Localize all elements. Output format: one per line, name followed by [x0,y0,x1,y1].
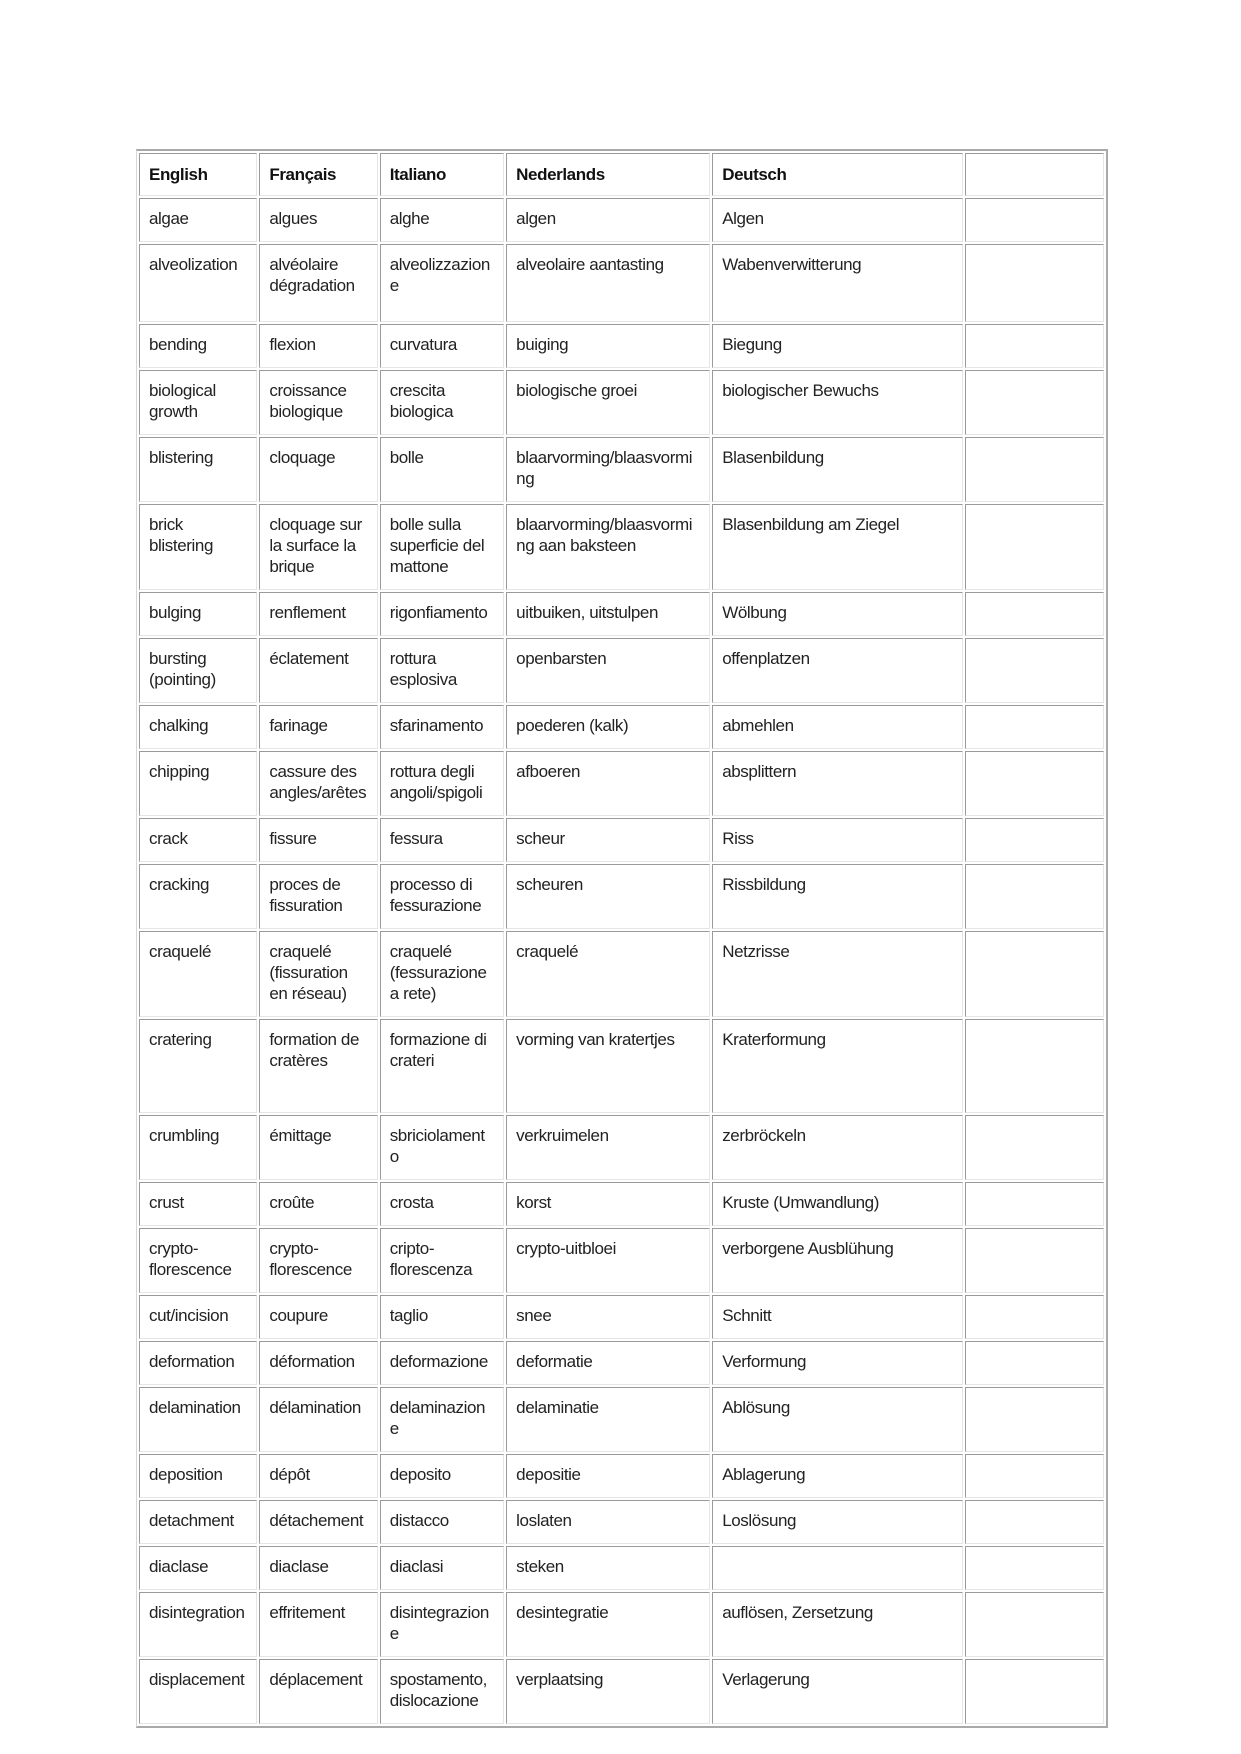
table-row [139,1659,1104,1724]
cell-empty [965,437,1104,502]
table-row [139,504,1104,590]
cell-nederlands: blaarvorming/blaasvorming aan baksteen [506,504,710,590]
cell-deutsch: abmehlen [712,705,963,749]
table-row [139,931,1104,1017]
cell-empty [965,1115,1104,1180]
cell-english: craquelé [139,931,257,1017]
cell-empty [965,1659,1104,1724]
cell-nederlands: verplaatsing [506,1659,710,1724]
cell-francais: alvéolaire dégradation [259,244,377,322]
cell-francais: coupure [259,1295,377,1339]
cell-empty [965,1295,1104,1339]
table-row [139,1387,1104,1452]
cell-nederlands: deformatie [506,1341,710,1385]
cell-francais: détachement [259,1500,377,1544]
cell-nederlands: poederen (kalk) [506,705,710,749]
header-row [139,153,1104,196]
cell-deutsch: Verformung [712,1341,963,1385]
cell-deutsch: verborgene Ausblühung [712,1228,963,1293]
cell-francais: éclatement [259,638,377,703]
cell-francais: diaclase [259,1546,377,1590]
cell-francais: cassure des angles/arêtes [259,751,377,816]
header-francais: Français [259,153,377,196]
cell-nederlands: loslaten [506,1500,710,1544]
cell-italiano: rigonfiamento [380,592,504,636]
cell-empty [965,1341,1104,1385]
cell-deutsch: Kruste (Umwandlung) [712,1182,963,1226]
cell-nederlands: alveolaire aantasting [506,244,710,322]
cell-empty [965,1387,1104,1452]
table-row [139,1341,1104,1385]
cell-empty [965,1592,1104,1657]
table-row [139,1228,1104,1293]
cell-francais: cloquage [259,437,377,502]
cell-deutsch: Ablagerung [712,1454,963,1498]
cell-english: alveolization [139,244,257,322]
cell-deutsch: zerbröckeln [712,1115,963,1180]
cell-empty [965,931,1104,1017]
cell-deutsch: biologischer Bewuchs [712,370,963,435]
cell-italiano: deposito [380,1454,504,1498]
header-empty [965,153,1104,196]
cell-nederlands: algen [506,198,710,242]
cell-empty [965,864,1104,929]
cell-nederlands: biologische groei [506,370,710,435]
cell-nederlands: scheuren [506,864,710,929]
cell-english: detachment [139,1500,257,1544]
cell-deutsch: Ablösung [712,1387,963,1452]
cell-english: bursting (pointing) [139,638,257,703]
cell-francais: émittage [259,1115,377,1180]
table-row [139,1454,1104,1498]
cell-italiano: delaminazione [380,1387,504,1452]
cell-nederlands: blaarvorming/blaasvorming [506,437,710,502]
header-english: English [139,153,257,196]
cell-empty [965,592,1104,636]
table-row [139,1295,1104,1339]
cell-english: disintegration [139,1592,257,1657]
cell-francais: dépôt [259,1454,377,1498]
cell-deutsch: Wölbung [712,592,963,636]
cell-nederlands: korst [506,1182,710,1226]
table-row [139,370,1104,435]
cell-nederlands: delaminatie [506,1387,710,1452]
cell-nederlands: craquelé [506,931,710,1017]
cell-italiano: cripto-florescenza [380,1228,504,1293]
cell-empty [965,818,1104,862]
cell-english: chalking [139,705,257,749]
cell-francais: proces de fissuration [259,864,377,929]
table-row [139,592,1104,636]
cell-deutsch [712,1546,963,1590]
cell-francais: déplacement [259,1659,377,1724]
cell-italiano: craquelé (fessurazione a rete) [380,931,504,1017]
cell-deutsch: Rissbildung [712,864,963,929]
cell-english: brick blistering [139,504,257,590]
cell-italiano: crosta [380,1182,504,1226]
cell-italiano: diaclasi [380,1546,504,1590]
cell-english: blistering [139,437,257,502]
cell-empty [965,1182,1104,1226]
table-row [139,437,1104,502]
cell-italiano: spostamento, dislocazione [380,1659,504,1724]
cell-nederlands: crypto-uitbloei [506,1228,710,1293]
table-row [139,1115,1104,1180]
cell-nederlands: steken [506,1546,710,1590]
cell-italiano: bolle [380,437,504,502]
cell-nederlands: scheur [506,818,710,862]
cell-francais: crypto-florescence [259,1228,377,1293]
cell-nederlands: verkruimelen [506,1115,710,1180]
cell-francais: délamination [259,1387,377,1452]
cell-nederlands: depositie [506,1454,710,1498]
table-row [139,751,1104,816]
cell-francais: cloquage sur la surface la brique [259,504,377,590]
cell-italiano: alveolizzazione [380,244,504,322]
table-row [139,705,1104,749]
cell-deutsch: Loslösung [712,1500,963,1544]
cell-english: crack [139,818,257,862]
cell-francais: croissance biologique [259,370,377,435]
cell-empty [965,1019,1104,1113]
cell-deutsch: absplittern [712,751,963,816]
cell-francais: algues [259,198,377,242]
cell-deutsch: Kraterformung [712,1019,963,1113]
cell-italiano: fessura [380,818,504,862]
cell-english: cut/incision [139,1295,257,1339]
cell-italiano: rottura esplosiva [380,638,504,703]
document-page [136,149,1108,1728]
cell-empty [965,638,1104,703]
cell-english: cracking [139,864,257,929]
cell-francais: fissure [259,818,377,862]
cell-francais: effritement [259,1592,377,1657]
cell-english: deposition [139,1454,257,1498]
cell-deutsch: Wabenverwitterung [712,244,963,322]
cell-nederlands: desintegratie [506,1592,710,1657]
cell-francais: déformation [259,1341,377,1385]
table-row [139,818,1104,862]
cell-english: chipping [139,751,257,816]
cell-italiano: distacco [380,1500,504,1544]
cell-english: crypto-florescence [139,1228,257,1293]
cell-italiano: rottura degli angoli/spigoli [380,751,504,816]
cell-nederlands: vorming van kratertjes [506,1019,710,1113]
table-row [139,864,1104,929]
cell-deutsch: Verlagerung [712,1659,963,1724]
cell-deutsch: Blasenbildung [712,437,963,502]
cell-deutsch: Schnitt [712,1295,963,1339]
cell-empty [965,705,1104,749]
table-row [139,198,1104,242]
cell-english: algae [139,198,257,242]
cell-italiano: curvatura [380,324,504,368]
cell-english: displacement [139,1659,257,1724]
cell-english: biological growth [139,370,257,435]
cell-italiano: crescita biologica [380,370,504,435]
cell-empty [965,1546,1104,1590]
cell-english: crust [139,1182,257,1226]
cell-empty [965,1500,1104,1544]
cell-deutsch: Algen [712,198,963,242]
cell-deutsch: auflösen, Zersetzung [712,1592,963,1657]
cell-empty [965,504,1104,590]
cell-italiano: disintegrazione [380,1592,504,1657]
cell-empty [965,751,1104,816]
cell-nederlands: openbarsten [506,638,710,703]
cell-nederlands: buiging [506,324,710,368]
cell-empty [965,324,1104,368]
cell-italiano: deformazione [380,1341,504,1385]
cell-italiano: sbriciolamento [380,1115,504,1180]
cell-italiano: taglio [380,1295,504,1339]
table-row [139,1592,1104,1657]
cell-empty [965,244,1104,322]
cell-nederlands: uitbuiken, uitstulpen [506,592,710,636]
cell-deutsch: Netzrisse [712,931,963,1017]
cell-english: diaclase [139,1546,257,1590]
cell-nederlands: afboeren [506,751,710,816]
cell-empty [965,1228,1104,1293]
cell-deutsch: Riss [712,818,963,862]
cell-empty [965,370,1104,435]
cell-italiano: alghe [380,198,504,242]
table-row [139,1182,1104,1226]
cell-francais: farinage [259,705,377,749]
cell-francais: croûte [259,1182,377,1226]
header-nederlands: Nederlands [506,153,710,196]
cell-deutsch: Biegung [712,324,963,368]
glossary-table [136,149,1108,1728]
cell-english: bulging [139,592,257,636]
cell-empty [965,1454,1104,1498]
cell-english: cratering [139,1019,257,1113]
table-row [139,324,1104,368]
cell-english: crumbling [139,1115,257,1180]
cell-deutsch: Blasenbildung am Ziegel [712,504,963,590]
cell-italiano: sfarinamento [380,705,504,749]
table-row [139,1500,1104,1544]
cell-english: delamination [139,1387,257,1452]
cell-italiano: processo di fessurazione [380,864,504,929]
cell-empty [965,198,1104,242]
cell-francais: craquelé (fissuration en réseau) [259,931,377,1017]
cell-deutsch: offenplatzen [712,638,963,703]
cell-francais: renflement [259,592,377,636]
cell-nederlands: snee [506,1295,710,1339]
cell-italiano: formazione di crateri [380,1019,504,1113]
header-deutsch: Deutsch [712,153,963,196]
table-row [139,638,1104,703]
cell-francais: flexion [259,324,377,368]
cell-english: deformation [139,1341,257,1385]
cell-francais: formation de cratères [259,1019,377,1113]
cell-italiano: bolle sulla superficie del mattone [380,504,504,590]
cell-english: bending [139,324,257,368]
table-row [139,244,1104,322]
table-row [139,1546,1104,1590]
header-italiano: Italiano [380,153,504,196]
table-row [139,1019,1104,1113]
